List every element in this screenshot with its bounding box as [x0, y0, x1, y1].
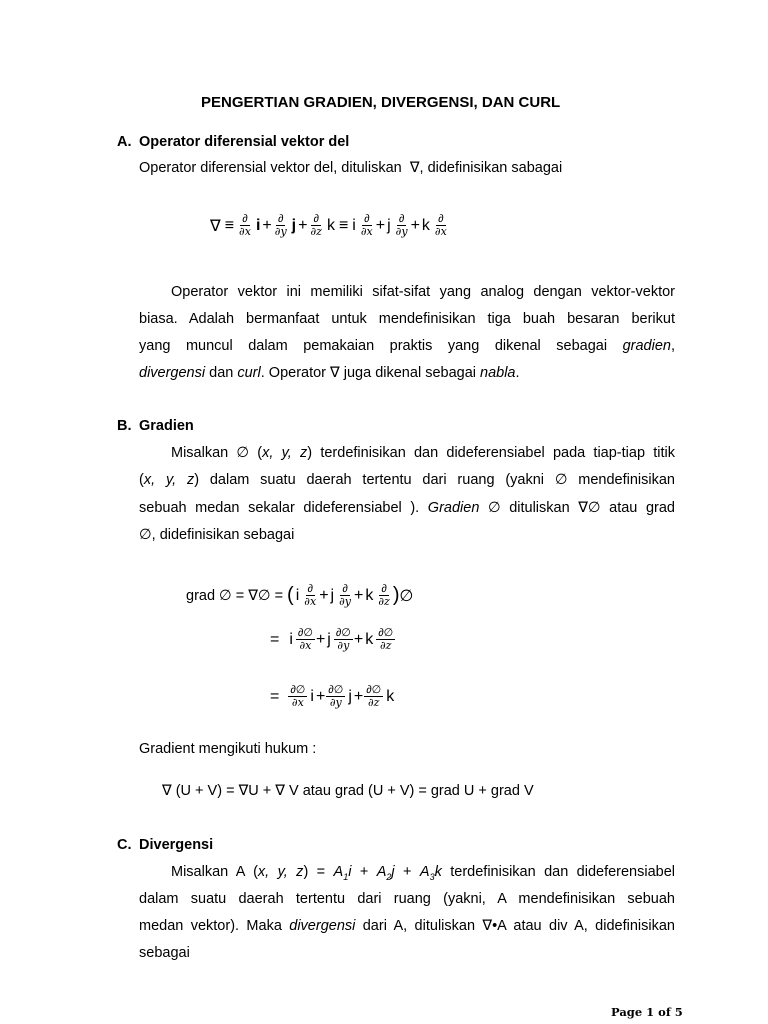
section-a-para-line2: biasa. Adalah bermanfaat untuk mendefinisikan tiga buah besaran berikut — [139, 311, 675, 327]
gradient-equation-3: = $\frac{\partial\emptyset}{\partial x}$ i + $\frac{\partial\emptyset}{\partial y}$ j + $\frac{\partial\emptyset}{\partial z}$ k — [270, 684, 395, 709]
section-b-line4: ∅, didefinisikan sebagai — [139, 527, 295, 543]
section-b-heading: Gradien — [139, 418, 194, 434]
gradient-law: ∇ (U + V) = ∇U + ∇ V atau grad (U + V) = grad U + grad V — [162, 783, 534, 799]
section-a-para-line3: yang muncul dalam pemakaian praktis yang dikenal sebagai gradien, — [139, 338, 675, 354]
page-title: PENGERTIAN GRADIEN, DIVERGENSI, DAN CURL — [201, 94, 561, 111]
gradient-equation-1: grad ∅ = ∇∅ = ( i $\frac{\partial}{\partial x}$ + j $\frac{\partial}{\partial y}$ + k $\frac{\partial}{\partial z}$ ) ∅ — [186, 583, 414, 608]
section-a-heading: Operator diferensial vektor del — [139, 134, 350, 150]
section-b-line3: sebuah medan sekalar dideferensiabel ). Gradien ∅ dituliskan ∇∅ atau grad — [139, 500, 675, 516]
section-c-line4: sebagai — [139, 945, 190, 961]
section-c-line2: dalam suatu daerah tertentu dari ruang (yakni, A mendefinisikan sebuah — [139, 891, 675, 907]
section-a-letter: A. — [117, 134, 132, 150]
gradient-equation-2: = i $\frac{\partial\emptyset}{\partial x}$ + j $\frac{\partial\emptyset}{\partial y}$ + k $\frac{\partial\emptyset}{\partial z}$ — [270, 627, 394, 652]
section-c-line1: Misalkan A (x, y, $z) = A_1i + A_2j + A_3k$ terdefinisikan dan dideferensiabel — [171, 864, 676, 882]
page-number: Page 1 of 5 — [611, 1005, 683, 1019]
section-b-line2: (x, y, z) dalam suatu daerah tertentu dari ruang (yakni ∅ mendefinisikan — [139, 472, 675, 488]
section-a-para-line4: divergensi dan curl. Operator ∇ juga dikenal sebagai nabla. — [139, 365, 520, 381]
section-c-heading: Divergensi — [139, 837, 214, 853]
section-c-letter: C. — [117, 837, 132, 853]
section-b-letter: B. — [117, 418, 132, 434]
gradient-law-intro: Gradient mengikuti hukum : — [139, 741, 317, 757]
section-b-line1: Misalkan ∅ (x, y, z) terdefinisikan dan dideferensiabel pada tiap-tiap titik — [171, 445, 675, 461]
section-a-para-line1: Operator vektor ini memiliki sifat-sifat yang analog dengan vektor-vektor — [171, 284, 675, 300]
section-a-intro: Operator diferensial vektor del, dituliskan ∇, didefinisikan sabagai — [139, 160, 563, 176]
nabla-definition-equation: ∇ ≡ $\frac{\partial}{\partial x}$ i + $\frac{\partial}{\partial y}$ j + $\frac{\partial}{\partial z}$ k ≡ i $\frac{\partial}{\partial x}$ + j $\frac{\partial}{\partial y}$ + k $\frac{\partial}{\partial x}$ — [210, 213, 447, 238]
section-c-line3: medan vektor). Maka divergensi dari A, dituliskan ∇•A atau div A, didefinisikan — [139, 918, 675, 934]
